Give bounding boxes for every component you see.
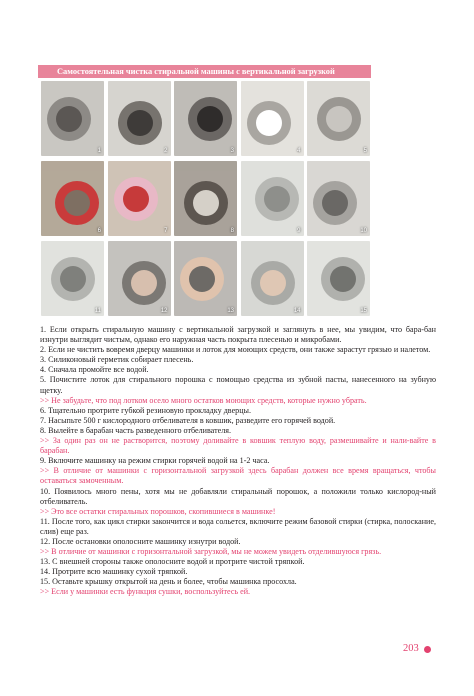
instruction-step: 10. Появилось много пены, хотя мы не добавляли стиральный порошок, а положили только кислород-ный отбеливатель. <box>40 486 436 506</box>
instruction-step: 8. Вылейте в барабан часть разведенного отбеливателя. <box>40 425 231 435</box>
washing-machine-open-door-photo <box>41 81 104 156</box>
photo-number: 5 <box>363 148 367 154</box>
photo-number: 3 <box>230 148 234 154</box>
machine-front-photo <box>41 241 104 316</box>
photo-number: 13 <box>227 308 234 314</box>
photo-number: 6 <box>97 228 101 234</box>
instruction-step: 6. Тщательно протрите губкой резиновую прокладку дверцы. <box>40 405 252 415</box>
page-dot-icon <box>424 646 431 653</box>
instructions-text <box>40 325 436 598</box>
photo-number: 1 <box>97 148 101 154</box>
machine-wipe-photo <box>241 241 304 316</box>
instruction-step: 12. После остановки ополосните машинку изнутри водой. <box>40 536 241 546</box>
instruction-step: 11. После того, как цикл стирки закончится и вода сольется, включите режим базовой стирки (стирка, полоскание, слив) еще раз. <box>40 516 436 536</box>
instruction-step: 2. Если не чистить вовремя дверцу машинки и лоток для моющих средств, они также зарастут грязью и налетом. <box>40 345 431 355</box>
photo-number: 4 <box>297 148 301 154</box>
photo-number: 7 <box>164 228 168 234</box>
photo-number: 11 <box>94 308 101 314</box>
photo-number: 9 <box>297 228 301 234</box>
tip-note: >> Если у машинки есть функция сушки, воспользуйтесь ей. <box>40 587 251 597</box>
photo-number: 8 <box>230 228 234 234</box>
detergent-drawer-photo <box>241 81 304 156</box>
instruction-step: 14. Протрите всю машинку сухой тряпкой. <box>40 567 188 577</box>
instruction-step: 5. Почистите лоток для стирального порошка с помощью средства из зубной пасты, нанесенного на зубную щетку. <box>40 375 436 395</box>
photo-number: 15 <box>360 308 367 314</box>
washing-machine-drum-photo <box>108 81 171 156</box>
instruction-step: 13. С внешней стороны также ополосните водой и протрите чистой тряпкой. <box>40 557 305 567</box>
tip-note: >> За один раз он не растворится, поэтому доливайте в ковшик теплую воду, размешивайте и нали-вайте в барабан. <box>40 436 436 456</box>
instruction-step: 7. Насыпьте 500 г кислородного отбеливателя в ковшик, разведите его горячей водой. <box>40 415 336 425</box>
tip-note: >> В отличие от машинки с горизонтальной загрузкой, мы не можем увидеть отделившуюся грязь. <box>40 547 382 557</box>
drum-rinse-photo <box>108 241 171 316</box>
photo-number: 12 <box>160 308 168 314</box>
bleach-scoop-photo <box>108 161 171 236</box>
instruction-step: 9. Включите машинку на режим стирки горячей водой на 1-2 часа. <box>40 456 270 466</box>
page-number: 203 <box>403 643 419 654</box>
powder-drawer-photo <box>307 81 370 156</box>
control-panel-photo <box>241 161 304 236</box>
drum-pouring-photo <box>174 161 237 236</box>
gasket-wipe-photo <box>174 241 237 316</box>
drawer-cleaning-photo <box>41 161 104 236</box>
photo-number: 14 <box>293 308 301 314</box>
photo-number: 2 <box>164 148 168 154</box>
instruction-step: 15. Оставьте крышку открытой на день и более, чтобы машинка просохла. <box>40 577 297 587</box>
photo-number: 10 <box>360 228 367 234</box>
instruction-step: 1. Если открыть стиральную машину с вертикальной загрузкой и заглянуть в нее, мы увидим, что бара-бан изнутри выглядит чистым, однако его наружная часть покрыта плесенью и микробами. <box>40 325 436 345</box>
tip-note: >> В отличие от машинки с горизонтальной загрузкой здесь барабан должен все время вращаться, чтобы оставаться замоченным. <box>40 466 436 486</box>
tip-note: >> Это все остатки стиральных порошков, скопившиеся в машинке! <box>40 506 276 516</box>
machine-open-lid-photo <box>307 241 370 316</box>
drum-foam-photo <box>307 161 370 236</box>
instruction-step: 3. Силиконовый герметик собирает плесень. <box>40 355 194 365</box>
door-seal-photo <box>174 81 237 156</box>
photo-grid <box>41 81 370 316</box>
section-title: Самостоятельная чистка стиральной машины с вертикальной загрузкой <box>38 65 371 78</box>
instruction-step: 4. Сначала промойте все водой. <box>40 365 149 375</box>
tip-note: >> Не забудьте, что под лотком осело много остатков моющих средств, которые нужно убрать. <box>40 395 367 405</box>
